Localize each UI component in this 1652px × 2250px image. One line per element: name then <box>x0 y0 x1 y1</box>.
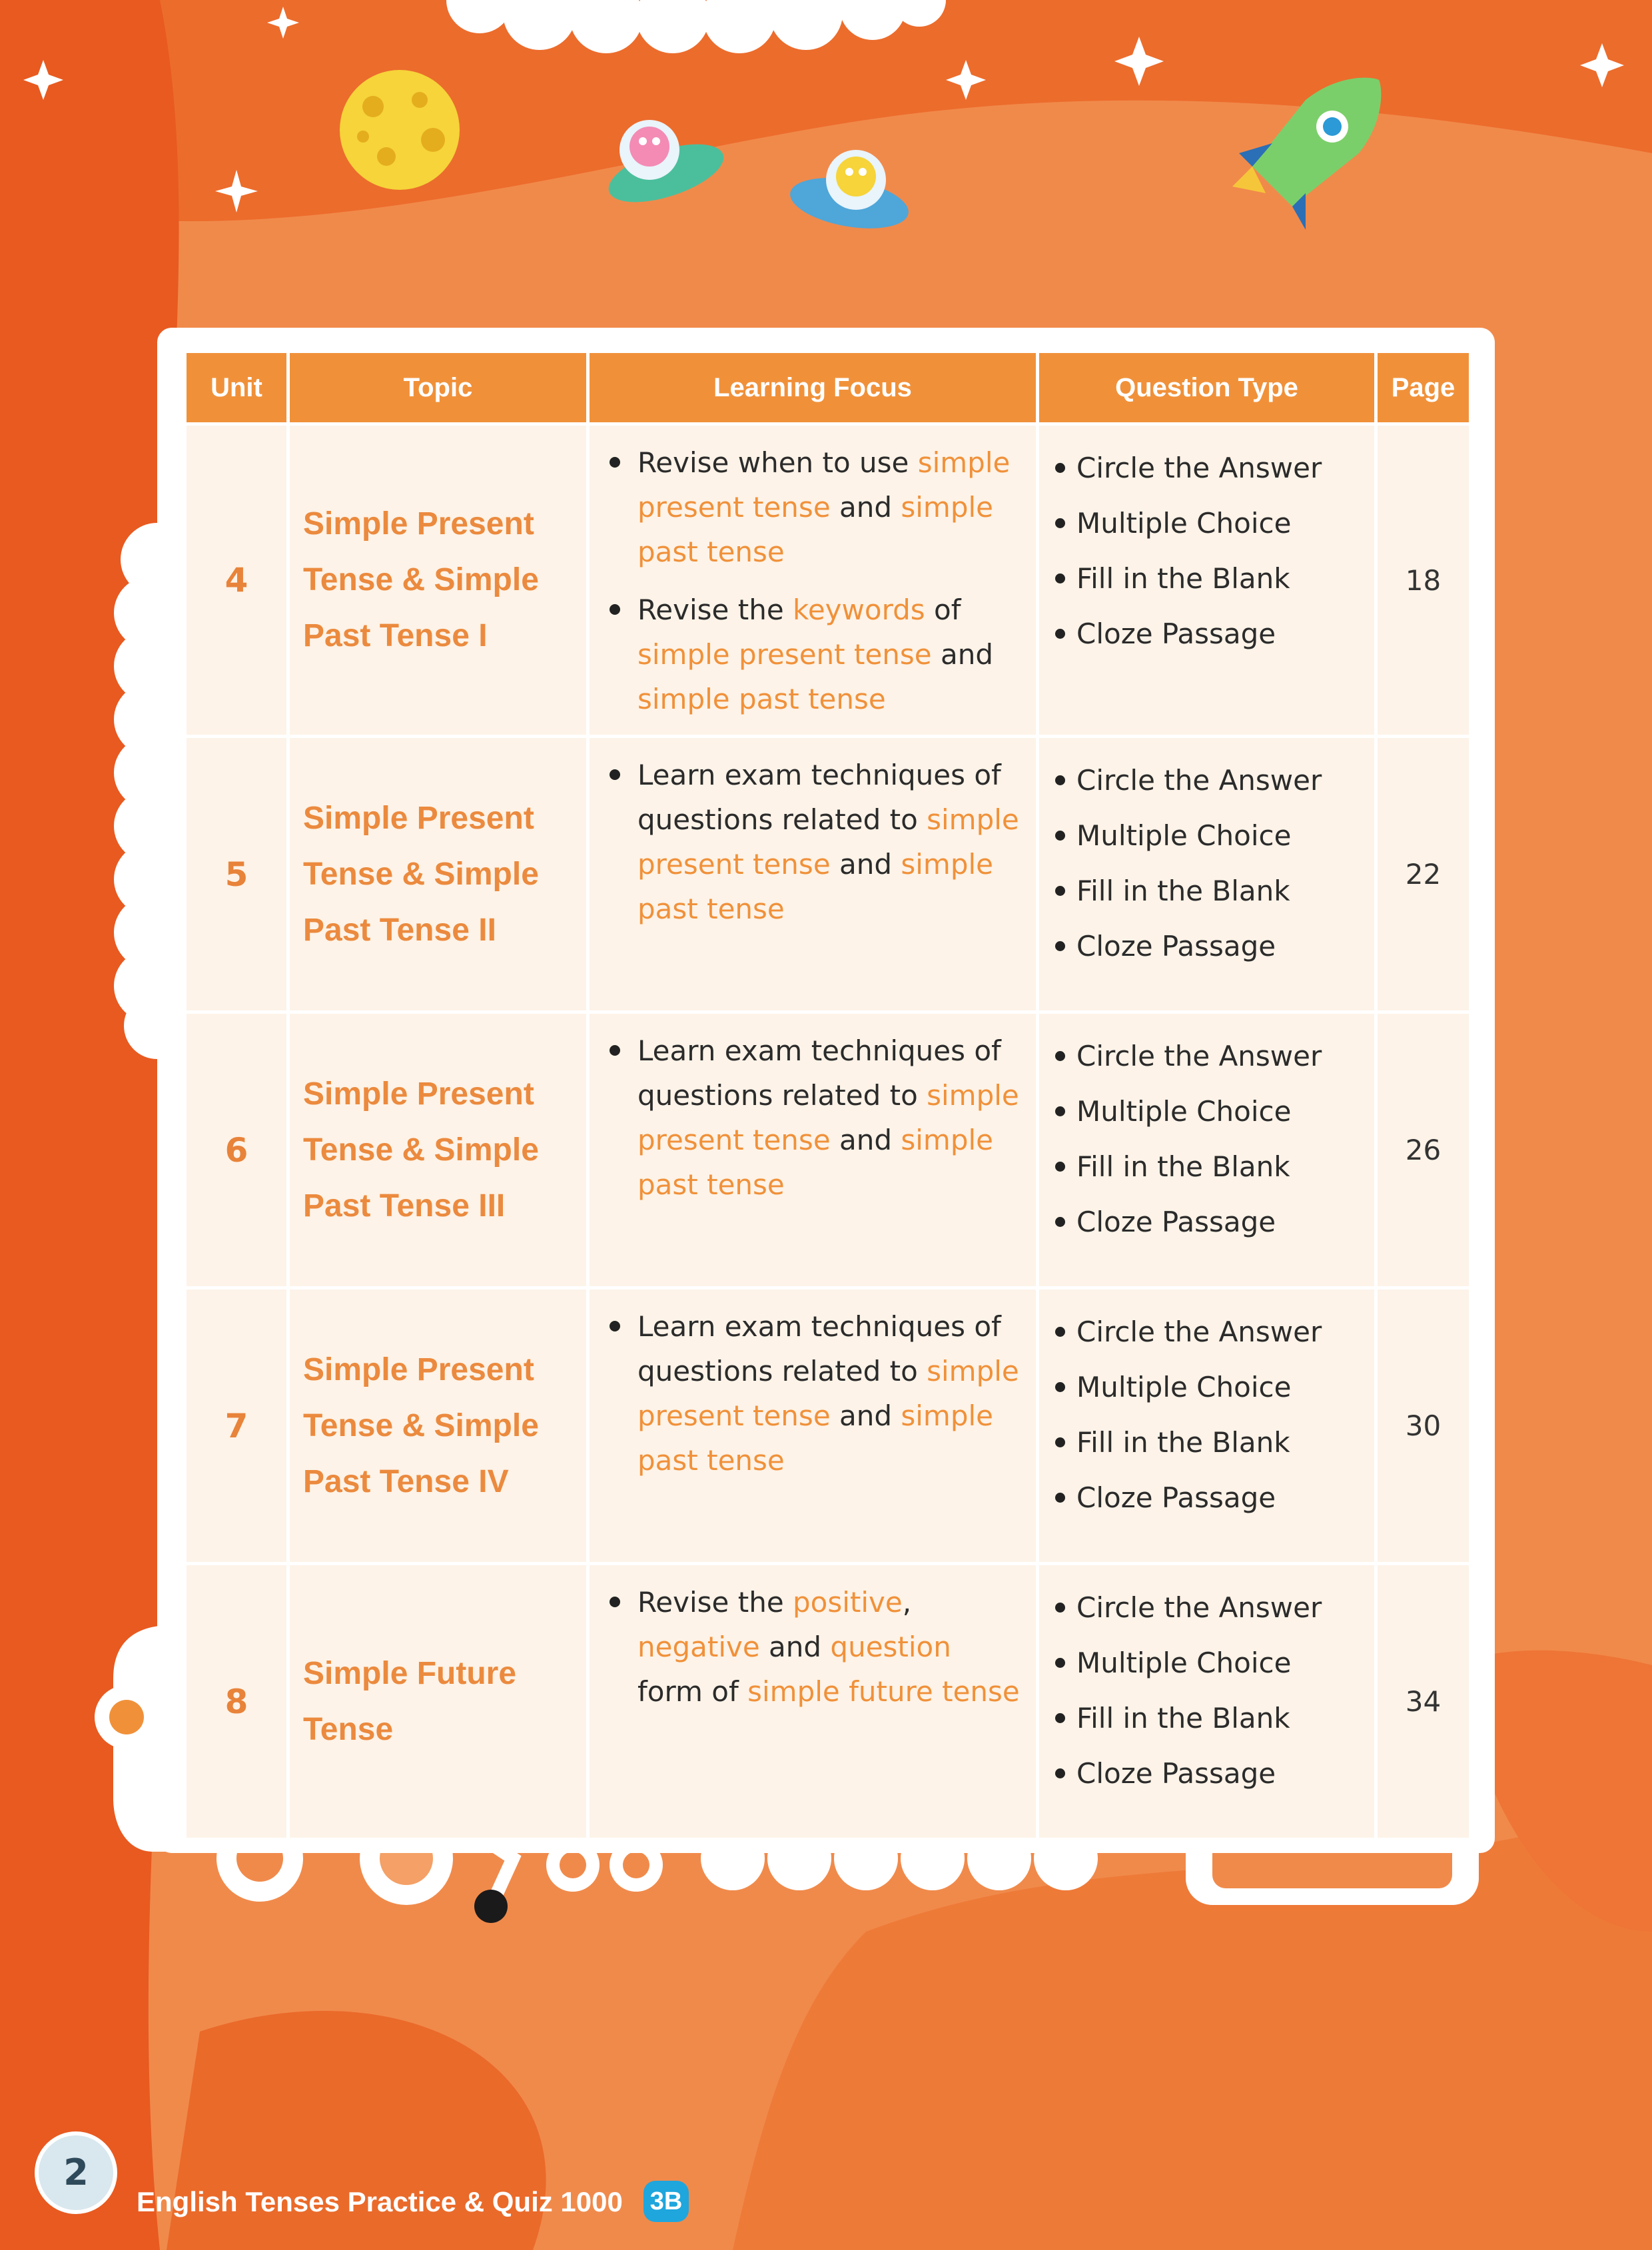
question-type-list <box>1039 738 1374 974</box>
table-row <box>187 1010 1469 1286</box>
question-type-item: Fill in the Blank <box>1052 551 1361 606</box>
page-cell <box>1378 422 1469 735</box>
unit-cell <box>187 735 286 1010</box>
learning-focus-item <box>606 587 1020 721</box>
question-type-item: Multiple Choice <box>1052 1359 1361 1415</box>
header-topic: Topic <box>290 353 586 422</box>
unit-cell <box>187 422 286 735</box>
topic-title <box>290 791 586 958</box>
topic-cell <box>290 735 586 1010</box>
topic-line: Simple Present <box>303 1351 534 1387</box>
topic-cell <box>290 1286 586 1562</box>
question-type-item: Multiple Choice <box>1052 1635 1361 1690</box>
topic-line: Simple Future <box>303 1655 517 1691</box>
topic-cell <box>290 422 586 735</box>
table-row <box>187 1286 1469 1562</box>
header-question-type: Question Type <box>1039 353 1374 422</box>
topic-cell <box>290 1010 586 1286</box>
focus-text: form of <box>637 1675 748 1708</box>
table-header-row <box>187 353 1469 422</box>
topic-line: Tense & Simple <box>303 562 539 597</box>
focus-text: Revise the <box>637 1586 793 1619</box>
table-row <box>187 422 1469 735</box>
topic-line: Simple Present <box>303 1076 534 1112</box>
question-type-item: Circle the Answer <box>1052 1028 1361 1084</box>
focus-text: and <box>830 1124 901 1156</box>
unit-number: 5 <box>224 855 248 894</box>
topic-line: Past Tense II <box>303 912 496 948</box>
highlighted-term: negative <box>637 1631 760 1663</box>
focus-text: and <box>830 491 901 524</box>
learning-focus-list <box>590 1014 1036 1207</box>
focus-text: and <box>759 1631 831 1663</box>
focus-text: Revise when to use <box>637 446 918 479</box>
highlighted-term: simple present tense <box>637 446 1011 524</box>
focus-text: Learn exam techniques of questions related to <box>637 1034 1001 1112</box>
topic-line: Tense & Simple <box>303 1132 539 1168</box>
question-type-item: Circle the Answer <box>1052 1304 1361 1359</box>
question-type-item: Fill in the Blank <box>1052 863 1361 919</box>
question-type-item: Fill in the Blank <box>1052 1690 1361 1746</box>
question-type-item: Cloze Passage <box>1052 1746 1361 1801</box>
page-number: 34 <box>1405 1685 1442 1718</box>
learning-focus-item <box>606 1028 1020 1207</box>
highlighted-term: simple present tense <box>637 1079 1019 1156</box>
question-type-list <box>1039 1565 1374 1801</box>
focus-text: , <box>902 1586 912 1619</box>
topic-line: Past Tense III <box>303 1188 506 1224</box>
question-type-item: Fill in the Blank <box>1052 1139 1361 1194</box>
learning-focus-item <box>606 753 1020 931</box>
learning-focus-cell <box>590 1562 1036 1838</box>
unit-cell <box>187 1286 286 1562</box>
learning-focus-list <box>590 426 1036 721</box>
learning-focus-cell <box>590 1010 1036 1286</box>
focus-text: Learn exam techniques of questions related to <box>637 759 1001 836</box>
question-type-item: Cloze Passage <box>1052 606 1361 661</box>
question-type-item: Fill in the Blank <box>1052 1415 1361 1470</box>
page-number-badge: 2 <box>35 2131 117 2214</box>
book-title: English Tenses Practice & Quiz 1000 <box>137 2186 623 2217</box>
highlighted-term: simple future tense <box>747 1675 1020 1708</box>
question-type-cell <box>1039 735 1374 1010</box>
highlighted-term: keywords <box>793 593 925 626</box>
highlighted-term: simple past tense <box>637 683 886 715</box>
unit-cell <box>187 1562 286 1838</box>
learning-focus-item <box>606 1580 1020 1714</box>
topic-line: Tense & Simple <box>303 856 539 892</box>
highlighted-term: simple past tense <box>637 848 994 925</box>
page-number: 18 <box>1405 563 1442 597</box>
page-cell <box>1378 1562 1469 1838</box>
highlighted-term: simple present tense <box>637 803 1019 881</box>
topic-title <box>290 1342 586 1510</box>
question-type-list <box>1039 426 1374 661</box>
question-type-cell <box>1039 1286 1374 1562</box>
question-type-item: Cloze Passage <box>1052 1194 1361 1250</box>
header-unit: Unit <box>187 353 286 422</box>
topic-line: Simple Present <box>303 506 534 542</box>
highlighted-term: question <box>830 1631 951 1663</box>
page-cell <box>1378 1286 1469 1562</box>
focus-text: and <box>830 1399 901 1432</box>
learning-focus-list <box>590 1290 1036 1483</box>
focus-text: Learn exam techniques of questions related to <box>637 1310 1001 1387</box>
question-type-item: Circle the Answer <box>1052 753 1361 808</box>
level-badge: 3B <box>643 2181 689 2222</box>
topic-line: Tense <box>303 1711 394 1747</box>
question-type-item: Multiple Choice <box>1052 1084 1361 1139</box>
question-type-cell <box>1039 1562 1374 1838</box>
learning-focus-list <box>590 1565 1036 1714</box>
topic-title <box>290 496 586 664</box>
unit-number: 4 <box>224 561 248 599</box>
topic-line: Past Tense I <box>303 618 488 653</box>
header-learning-focus: Learning Focus <box>590 353 1036 422</box>
highlighted-term: simple present tense <box>637 638 932 671</box>
page-number: 26 <box>1405 1134 1442 1166</box>
focus-text: of <box>925 593 961 626</box>
learning-focus-item <box>606 440 1020 574</box>
question-type-list <box>1039 1014 1374 1250</box>
learning-focus-item <box>606 1304 1020 1483</box>
question-type-item: Circle the Answer <box>1052 1580 1361 1635</box>
highlighted-term: simple past tense <box>637 1399 994 1477</box>
question-type-item: Cloze Passage <box>1052 1470 1361 1525</box>
contents-table <box>183 353 1472 1838</box>
table-row <box>187 735 1469 1010</box>
unit-number: 8 <box>224 1682 248 1721</box>
unit-number: 6 <box>224 1130 248 1170</box>
topic-line: Simple Present <box>303 800 534 836</box>
highlighted-term: simple present tense <box>637 1355 1019 1432</box>
page-number: 22 <box>1405 858 1442 891</box>
unit-number: 7 <box>224 1406 248 1445</box>
focus-text: and <box>931 638 994 671</box>
question-type-cell <box>1039 1010 1374 1286</box>
highlighted-term: simple past tense <box>637 491 994 568</box>
question-type-item: Multiple Choice <box>1052 808 1361 863</box>
question-type-list <box>1039 1290 1374 1525</box>
topic-line: Tense & Simple <box>303 1407 539 1443</box>
topic-title <box>290 1646 586 1758</box>
unit-cell <box>187 1010 286 1286</box>
learning-focus-list <box>590 738 1036 931</box>
learning-focus-cell <box>590 735 1036 1010</box>
question-type-item: Multiple Choice <box>1052 496 1361 551</box>
table-row <box>187 1562 1469 1838</box>
page-number: 30 <box>1405 1409 1442 1442</box>
learning-focus-cell <box>590 422 1036 735</box>
focus-text: and <box>830 848 901 881</box>
highlighted-term: positive <box>793 1586 903 1619</box>
question-type-cell <box>1039 422 1374 735</box>
focus-text: Revise the <box>637 593 793 626</box>
topic-title <box>290 1066 586 1234</box>
learning-focus-cell <box>590 1286 1036 1562</box>
page-cell <box>1378 735 1469 1010</box>
topic-line: Past Tense IV <box>303 1463 509 1499</box>
highlighted-term: simple past tense <box>637 1124 994 1201</box>
header-page: Page <box>1378 353 1469 422</box>
topic-cell <box>290 1562 586 1838</box>
moon-icon <box>340 70 460 190</box>
question-type-item: Circle the Answer <box>1052 440 1361 496</box>
question-type-item: Cloze Passage <box>1052 919 1361 974</box>
page-cell <box>1378 1010 1469 1286</box>
